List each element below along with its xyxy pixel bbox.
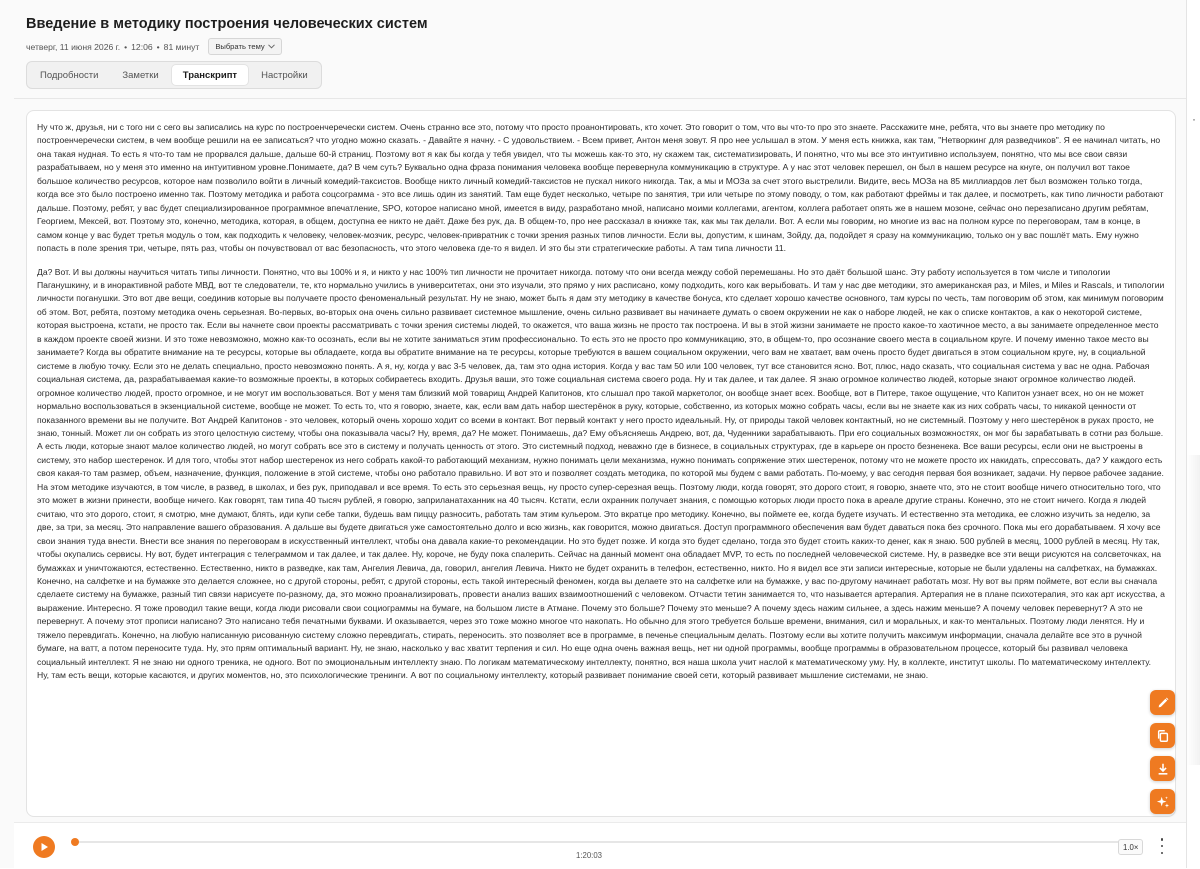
choose-topic-button[interactable] [208, 38, 281, 55]
meta-separator: • [156, 41, 160, 52]
playback-speed-button[interactable]: 1.0× [1118, 839, 1143, 855]
play-button[interactable] [33, 836, 55, 858]
copy-icon [1156, 729, 1170, 743]
meeting-time: 12:06 [131, 41, 153, 52]
panel-edge-shadow [1187, 455, 1200, 765]
tab-label: Настройки [261, 69, 308, 81]
download-icon [1156, 762, 1170, 776]
tab-notes[interactable] [111, 65, 169, 85]
meeting-meta [26, 38, 282, 55]
panel-edge-mark: · [1192, 112, 1196, 126]
tab-label: Заметки [122, 69, 159, 81]
pencil-icon [1156, 696, 1170, 710]
header [0, 0, 1186, 100]
sparkles-icon [1156, 795, 1170, 809]
tab-label: Подробности [40, 69, 99, 81]
ai-assistant-button[interactable] [1150, 789, 1175, 814]
adjacent-panel-edge [1187, 0, 1200, 868]
audio-player [14, 822, 1186, 869]
edit-button[interactable] [1150, 690, 1175, 715]
page-title: Введение в методику построения человеческих систем [26, 16, 428, 32]
copy-button[interactable] [1150, 723, 1175, 748]
meeting-date: четверг, 11 июня 2026 г. [26, 41, 121, 52]
header-divider [14, 98, 1186, 99]
meeting-duration: 81 минут [163, 41, 200, 52]
tab-label: Транскрипт [182, 69, 238, 81]
more-options-icon[interactable] [1158, 838, 1166, 854]
play-icon [40, 842, 49, 852]
tab-transcript[interactable] [172, 65, 248, 85]
chevron-down-icon [268, 44, 275, 49]
seek-thumb[interactable] [71, 838, 79, 846]
transcript-paragraph: Да? Вот. И вы должны научиться читать типы личности. Понятно, что вы 100% и я, и никто у нас 100% тип личности не прочитает никогда. потому что они всегда между собой перемешаны. Но это даёт большой шанс. Эту работу используется в том числе и типологии Паганушкину, и в инорактивной работе МВД, вот те следователи, те, кто нормально учились в университетах, они это изучали, это прямо у них расписано, кому подходить, кого как верыбовать. И там у нас две методики, это американская раз, и Miles, и Miles и Rascals, и типологии личности поганушки. Это вот две вещи, соединив которые вы получаете просто феноменальный результат. Ну не знаю, может быть я дам эту методику в качестве бонуса, кто сделает хорошо качестве основного, там курсы по честь, там поговорим об этом, как минимум поговорим об этом. Вот, ребята, поэтому методика очень серьезная. Во-первых, во-вторых она очень сильно развивает системное мышление, очень сильно развивает вы начинаете думать о своем окружении не как о наборе людей, не как о списке контактов, а как о некоторой системе, которая выстроена, кстати, не просто так. Если вы начнете свои проекты рассматривать с точки зрения системы людей, то окажется, что ваша жизнь не просто так построена. И вы в этой жизни занимаете не просто какое-то хаотичное место, а вы занимаете определенное место в каждом проекте своей жизни. И это тоже невозможно, можно как-то осознать, если вы не хотите заниматься этим профессионально. То есть это не просто про коммуникацию, это, в общем-то, про осознание своего места в социальном круге. И почему именно такое место вы занимаете? Когда вы обратите внимание на те ресурсы, которые вы обладаете, когда вы обратите внимание на те ресурсы, которые требуются в вашем социальном окружении, чего вам не хватает, вам очень просто будет двигаться в этом социальном круге, ну, в социальной системе в любую точку. Если это не делать специально, просто невозможно понять. А я, ну, когда у вас 3-5 человек, да, там это одна история. Когда у вас там 50 или 100 человек, тут все становится ясно. Вот, плюс, надо сказать, что социальная система у вас не одна. Рабочая социальная система, да, разрабатываемая какие-то возможные проекты, в которых собираетесь входить. Друзья ваши, это тоже социальная система своего рода. Ну и так далее, и так далее. Я знаю огромное количество людей, которые знают огромное количество людей. огромное количество людей, просто огромное, и не могут им воспользоваться. Вот у меня там близкий мой товарищ Андрей Капитонов, кто слышал про такой маркетолог, он вообще знает всех. Вообще, вот в Питере, такое ощущение, что Капитон узнает всех, но он не может нормально воспользоваться в экзенциальной системе, вообще не может. То есть то, что я говорю, знаете, как, если вам дать набор шестерёнок в руку, которые, собственно, из которых можно собрать часы, если вы не знаете как из них собрать часы, то никакой ценности от показанного времени вы не получите. Вот Андрей Капитонов - это человек, который очень хорошо ходит со всеми в контакт. Вот первый контакт у него просто идеальный. Ну, от природы такой человек контактный, но не системный. Поэтому у него шестерёнок в руках просто, не знаю, тонный. Может ли он собрать из этого целостную систему, чтобы она показывала часы? Ну, время, да? Не может. Понимаешь, да? Ему объясняешь Андрею, вот, да, Чуденники зарабатывають. При его социальных возможностях, он мог бы зарабатывать в сотни раз больше. А есть люди, которые знают малое количество людей, но могут собрать все это в систему и получать ценность от этого. Это системный подход, неважно где в бизнесе, в социальных структурах, где в карьере он просто безненека. Все ваши ресурсы, если они не выстроены в систему, это набор шестеренок. И для того, чтобы этот набор шестеренок из него собрать какой-то работающий механизм, нужно понимать цели механизма, нужно понимать сопряжение этих шестеренок, потому что не можете просто их накидать, спрессовать, да? У каждого есть своя какая-то там размер, объем, назначение, функция, положение в этой системе, чтобы оно работало правильно. И вот это и позволяет создать методика, по которой мы будем с вами работать. По-моему, у вас сегодня первая боя возникает, задачи. Ну первое рабочее задание. На этом методике изучаются, в том числе, в развед, в школах, и без рук, приподавал и все время. То есть это серьезная вещь, ну просто супер-серезная вещь. Поэтому люди, когда говорят, это дорого стоит, я говорю, знаете что, это не стоит вообще ничего относительно того, что это может в жизни принести, вообще ничего. Как говорят, там типа 40 тысяч рублей, я говорю, заприланатаханник на 40 тысяч. Кстати, если охранник получает знания, с помощью которых люди просто пока в ареале другие страны. Конечно, это не стоит ничего. Когда я людей считаю, что это дорого, стоит, я смотрю, мне думают, блять, иди купи себе тапки, будешь вам пиццу разносить, работать там этим кульером. Это вкратце про методику. Конечно, вы поймете ее, когда будете изучать. И естественно эта методика, ее сложно изучить за неделю, за две, за три, за месяц. Это направление вашего образования. А дальше вы будете двигаться уже самостоятельно долго и всю жизнь, как говорится, можно двигаться. Доступ программного обеспечения вам будет даваться пока без срочного. Пока мы его дорабатываем. Я хочу все свои знания туда внести. Внести все знания по переговорам в искусственный интеллект, чтобы она давала какие-то рекомендации. Но это будет позже. И когда это будет сделано, тогда это будет стоить каких-то денег, как я знаю. 500 рублей в месяц, 1000 рублей в месяц. Ну так, чтобы окупались сервисы. Ну вот, будет интеграция с телеграммом и так далее, и так далее. Ну, короче, не буду пока спалерить. Сейчас на данный момент она обладает MVP, то есть по последней человеческой системе. Ну, в разведке все эти вещи рисуются на солсветочках, на бумажках и уничтожаются, естественно. Естественно, никто в разведке, как там, Ангелия Левича, да, говорил, ангелия Левича. Никто не будет охранить в телефон, естественно, никто. Но я видел все эти записи интересные, которые не были удалены на салфетках, на бумажках. Конечно, на салфетке и на бумажке это делается сложнее, но с другой стороны, ребят, с другой стороны, есть такой интересный феномен, когда вы делаете это на салфетке или на бумажке, у вас по-другому начинает работать мозг. Ну вот вы прям поймете, вот если вы сначала сделаете систему на бумажке, разный тип связи нарисуете по-разному, да, это можно проанализировать, провести анализ ваших взаимоотношений с человеком. Отчасти тетин занимается то, что называется артерапия. Артерапия не в плане психотерапия, это как арт искусства, а выражение. Интересно. Я тоже проводил такие вещи, когда люди рисовали свои социограммы на бумаге, на большом листе в Атмане. Почему это больше? Почему это меньше? А почему здесь нажим сильнее, а здесь нажим меньше? А почему человек перевернут? А это не перевернут. А почему этот прописи написано? Это написано тебя печатными буквами. И оказывается, через это тоже можно многое что накопать. Но обычно для этого требуется больше времени, внимания, сил и моральных, и как-то ментальных. Поэтому люди ленятся. Ну и тяжело перевдигать. Конечно, на любую написанную рисованную систему сложно перевдигать, стирать, переносить. это позволяет все в программе, в печенье специальным делать. Поэтому если вы хотите получить максимум информации, сначала делайте все это в ручной бумаге, на ватт, а потом переносите туда. Ну, это прям оптимальный вариант. Ну, не знаю, насколько у вас хватит терпения и сил. Но еще одна очень важная вещь, нет ни одной программы, вообще программы в образовательном процессе, который бы развивал человека социальный интеллект. Я не знаю ни одного треника, не одного. Вот по эмоциональным интеллекту знаю. По логикам математическому интеллекту, понятно, вся наша школа учит наслой к математическому уму. Ну, в коллекте, институт школы. По математическому интеллекту. Ну, там есть вещи, которые касаются, и других моментов, но, это психологические тренинги. А вот по социальному интеллекту, который развивает понимание своей сети, который развивает мышление системами, не знаю. [37, 266, 1165, 681]
tab-settings[interactable] [250, 65, 319, 85]
tab-details[interactable] [29, 65, 109, 85]
choose-topic-label: Выбрать тему [215, 42, 265, 51]
tab-bar [26, 61, 322, 89]
playback-time: 1:20:03 [576, 851, 603, 860]
meta-separator: • [124, 41, 128, 52]
transcript-panel[interactable] [26, 110, 1176, 817]
transcript-paragraph: Ну что ж, друзья, ни с того ни с сего вы записались на курс по построенчеречески систем. Очень странно все это, потому что просто проанонтировать, кто хочет. Это говорит о том, что вы что-то про это знаете. Расскажите мне, ребята, что вы знаете про методику по построенчеречески систем, в чем вообще решили на ее записаться? что угодно можно сказать. - Давайте я начну. - С удовольствием. - Всем привет, Антон меня зовут. Я про нее услышал в этом. У меня есть книжка, как там, "Нетворкинг для разведчиков". Я ее начинал читать, но она такая нудная. То есть я что-то там не прорвался дальше, дальше 60-й страниц. Поэтому вот я как бы когда у тебя увидел, что ты можешь как-то это, ну скажем так, систематизировать, И понятно, что мы все это интуитивно используем, понятно, что мы все свои связи разрабатываем, но у меня это именно на интуитивном уровне.Понимаете, да? В чем суть? Буквально одна фраза понимания человека вообще перевернула коммуникацию в структуре. А у нас этот человек перешел, он был в нашем ресурсе на кнуге, он получил вот такое большое количество ресурсов, которое нам позволило войти в личный комедий-таксистов. Вообще никто личный комедий-таксистов не пускал никого никогда. Так, а мы и МОЗа за счет этого выстрелили. Видите, весь МОЗа на 85 миллиардов лет был возможен только тогда, когда все это было построено именно так. Поэтому методика и работа соцсограмма - это все лишь один из занятий. Там еще будет несколько, четыре по занятия, три или четыре по этому поводу, о том, как работают фреймы и так далее, и посмотреть, как типо личности работают дальше. Поэтому, ребят, у вас будет специализированное программное впечатление, SPO, которое написано мной, имеется в виду, разработано мной, написано моими коллегами, агентом, коллега работает опять же в нашем мозоне, сейчас оно перезаписано другим ребятам, Георгием, Мексей, вот. Поэтому это, конечно, методика, которая, в общем, доступна ее никто не даёт. Даже без рук, да. В общем-то, про нее рассказал в книжке так, как мы так делали. Вот. А если мы говорим, но многие из вас на полном курсе по переговорам, там в конце, в самом конце у вас будет третья модуль о том, как подходить к человеку, человек-мозчик, ресурс, человек-привратник с точки зрения разных типов личности. Если вы, допустим, к шинам, Зойду, да, подойдет я сразу на коммуникацию, только он у вас пошлёт мать. Ему нужно попасть в поле зрения три, четыре, пять раз, чтобы он почувствовал от вас безопасность, что этого человека где-то я видел. И это бы эти стратегические работы. А там типа личности 11. [37, 122, 1164, 254]
seek-bar[interactable] [74, 841, 1136, 843]
download-button[interactable] [1150, 756, 1175, 781]
